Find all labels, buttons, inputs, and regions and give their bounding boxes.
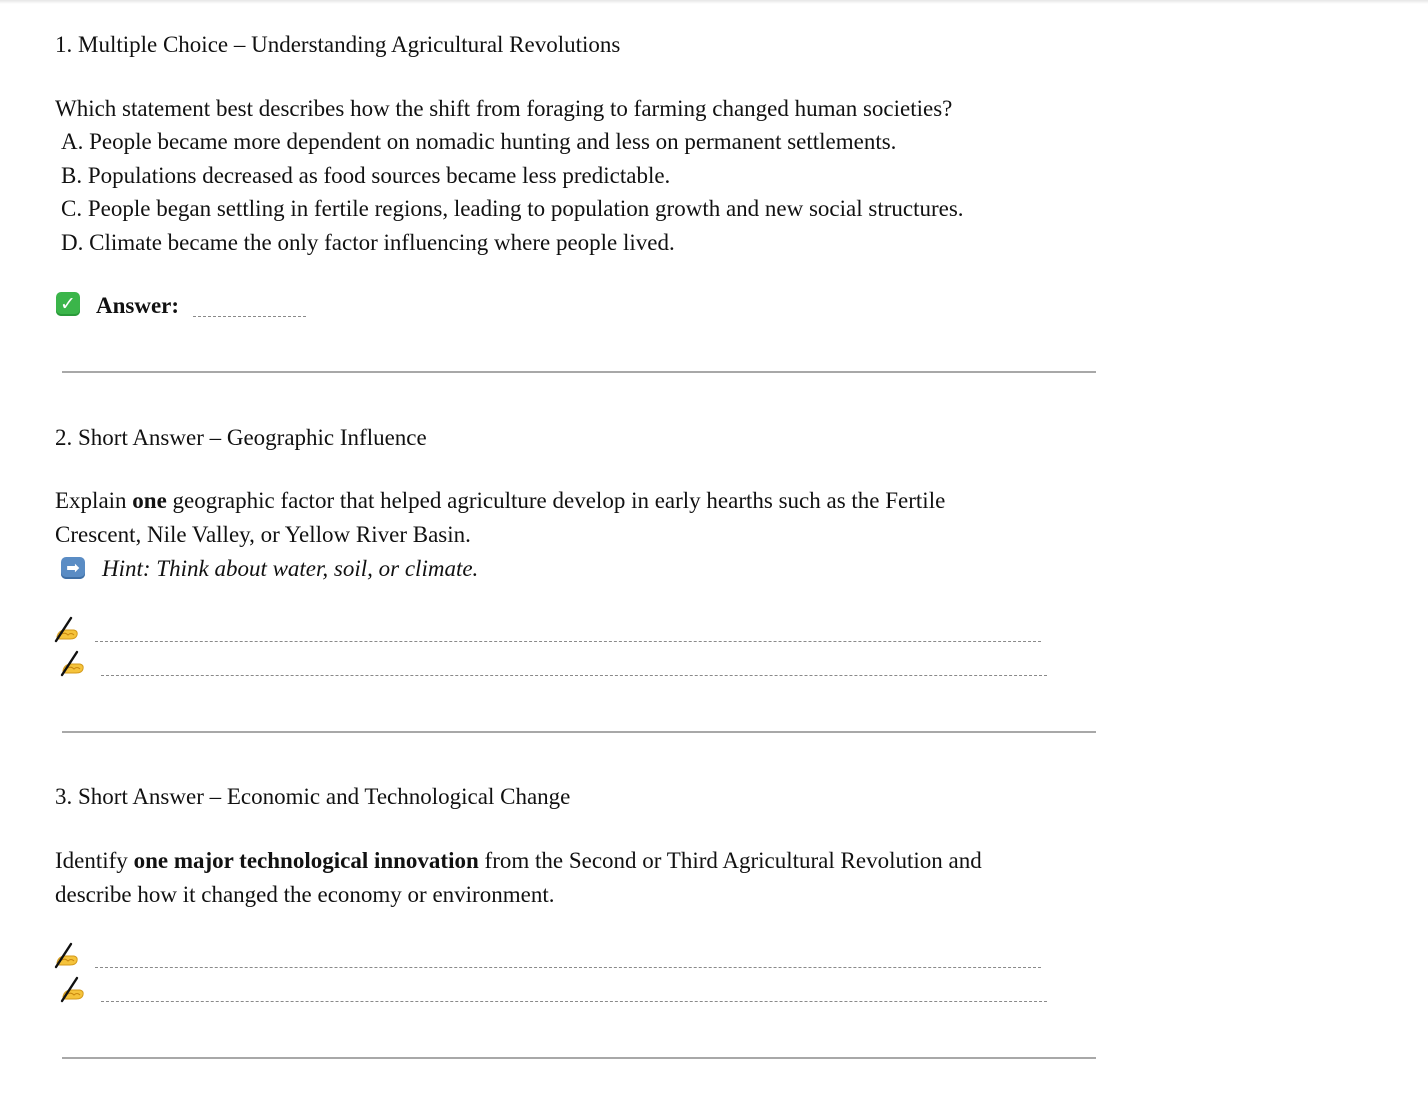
section-divider: [62, 371, 1096, 373]
writing-hand-icon: [60, 975, 86, 1003]
top-edge-shadow: [0, 0, 1428, 4]
option-d[interactable]: D. Climate became the only factor influencing where people lived.: [61, 230, 675, 255]
writing-hand-icon: [54, 941, 80, 969]
writing-hand-icon: [54, 615, 80, 643]
question-1-prompt: Which statement best describes how the shift from foraging to farming changed human societies?: [55, 96, 953, 121]
emphasis: one major technological innovation: [133, 848, 479, 873]
question-3-prompt-line-1: Identify one major technological innovation from the Second or Third Agricultural Revolution and: [55, 848, 982, 873]
answer-line-1[interactable]: [95, 967, 1041, 968]
section-divider: [62, 1057, 1096, 1059]
option-a[interactable]: A. People became more dependent on nomadic hunting and less on permanent settlements.: [61, 129, 897, 154]
answer-label: Answer:: [96, 293, 180, 318]
question-1-heading: 1. Multiple Choice – Understanding Agricultural Revolutions: [55, 32, 621, 57]
option-b[interactable]: B. Populations decreased as food sources became less predictable.: [61, 163, 671, 188]
hint-text: Hint: Think about water, soil, or climate.: [102, 556, 479, 581]
answer-line-2[interactable]: [101, 675, 1047, 676]
question-3-prompt-line-2: describe how it changed the economy or environment.: [55, 882, 555, 907]
answer-line-1[interactable]: [95, 641, 1041, 642]
question-2-heading: 2. Short Answer – Geographic Influence: [55, 425, 427, 450]
writing-hand-icon: [60, 649, 86, 677]
question-2-prompt-line-2: Crescent, Nile Valley, or Yellow River Basin.: [55, 522, 471, 547]
option-c[interactable]: C. People began settling in fertile regions, leading to population growth and new social structures.: [61, 196, 964, 221]
right-arrow-icon: ➡: [61, 557, 85, 579]
question-2-prompt-line-1: Explain one geographic factor that helped agriculture develop in early hearths such as the Fertile: [55, 488, 946, 513]
question-3-heading: 3. Short Answer – Economic and Technological Change: [55, 784, 571, 809]
emphasis: one: [132, 488, 167, 513]
check-mark-button-icon: ✓: [56, 292, 80, 316]
answer-blank[interactable]: [193, 316, 306, 317]
section-divider: [62, 731, 1096, 733]
answer-line-2[interactable]: [101, 1001, 1047, 1002]
